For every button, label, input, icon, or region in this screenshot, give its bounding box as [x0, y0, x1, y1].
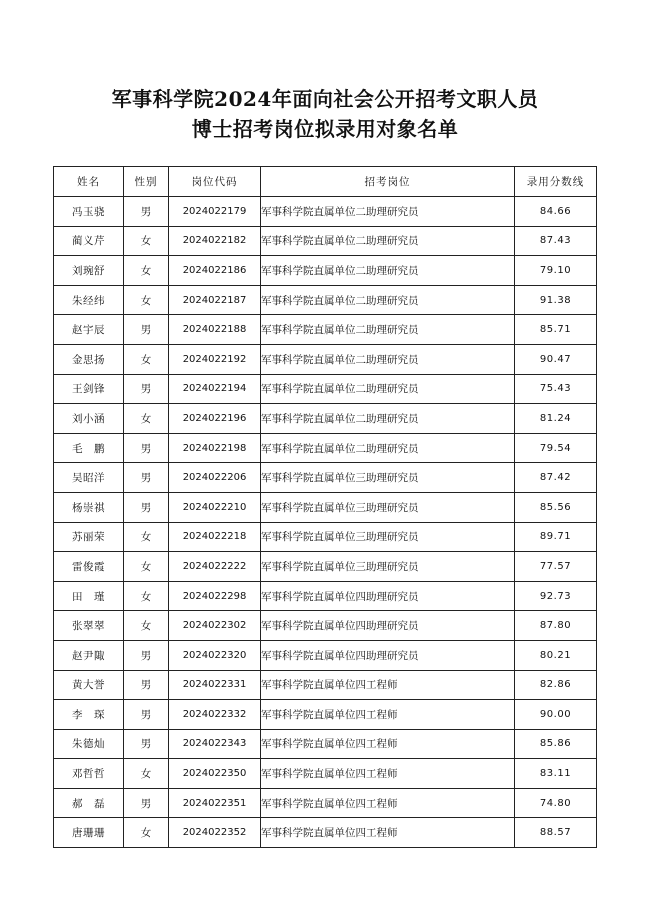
cell-position: 军事科学院直属单位四工程师 [261, 759, 515, 789]
table-row [54, 729, 597, 759]
cell-score: 90.00 [515, 700, 597, 730]
cell-position-code: 2024022351 [169, 788, 261, 818]
cell-position: 军事科学院直属单位二助理研究员 [261, 404, 515, 434]
cell-name: 黄大誉 [54, 670, 124, 700]
cell-position-code: 2024022350 [169, 759, 261, 789]
cell-position-code: 2024022352 [169, 818, 261, 848]
cell-position: 军事科学院直属单位四工程师 [261, 818, 515, 848]
table-row [54, 463, 597, 493]
table-header-row [54, 167, 597, 197]
cell-score: 85.71 [515, 315, 597, 345]
cell-score: 89.71 [515, 522, 597, 552]
table-row [54, 433, 597, 463]
cell-name: 田 瑾 [54, 581, 124, 611]
table-row [54, 344, 597, 374]
cell-position: 军事科学院直属单位二助理研究员 [261, 433, 515, 463]
cell-name: 朱经纬 [54, 285, 124, 315]
cell-position: 军事科学院直属单位四工程师 [261, 670, 515, 700]
table-row [54, 818, 597, 848]
cell-gender: 女 [124, 818, 169, 848]
table-row [54, 670, 597, 700]
cell-gender: 男 [124, 700, 169, 730]
table-row [54, 285, 597, 315]
cell-position-code: 2024022298 [169, 581, 261, 611]
cell-position: 军事科学院直属单位四工程师 [261, 729, 515, 759]
cell-score: 83.11 [515, 759, 597, 789]
cell-gender: 女 [124, 344, 169, 374]
cell-position: 军事科学院直属单位三助理研究员 [261, 492, 515, 522]
cell-name: 李 琛 [54, 700, 124, 730]
cell-position-code: 2024022331 [169, 670, 261, 700]
table-row [54, 581, 597, 611]
document-title-line-2: 博士招考岗位拟录用对象名单 [191, 117, 459, 141]
cell-gender: 女 [124, 581, 169, 611]
table-row [54, 404, 597, 434]
cell-name: 郝 磊 [54, 788, 124, 818]
cell-score: 77.57 [515, 552, 597, 582]
cell-score: 79.54 [515, 433, 597, 463]
cell-gender: 男 [124, 670, 169, 700]
cell-name: 唐珊珊 [54, 818, 124, 848]
table-row [54, 788, 597, 818]
header-name: 姓名 [54, 167, 124, 197]
header-position: 招考岗位 [261, 167, 515, 197]
table-row [54, 226, 597, 256]
table-row [54, 700, 597, 730]
document-title-line-1: 军事科学院2024年面向社会公开招考文职人员 [111, 87, 539, 111]
cell-position: 军事科学院直属单位二助理研究员 [261, 344, 515, 374]
cell-gender: 女 [124, 256, 169, 286]
cell-position-code: 2024022343 [169, 729, 261, 759]
cell-score: 79.10 [515, 256, 597, 286]
table-row [54, 759, 597, 789]
cell-position: 军事科学院直属单位三助理研究员 [261, 552, 515, 582]
cell-position-code: 2024022222 [169, 552, 261, 582]
cell-gender: 男 [124, 640, 169, 670]
table-row [54, 492, 597, 522]
cell-score: 87.80 [515, 611, 597, 641]
cell-name: 苏丽荣 [54, 522, 124, 552]
cell-gender: 女 [124, 611, 169, 641]
cell-score: 82.86 [515, 670, 597, 700]
cell-score: 85.86 [515, 729, 597, 759]
cell-name: 朱德灿 [54, 729, 124, 759]
cell-gender: 女 [124, 285, 169, 315]
cell-position: 军事科学院直属单位四工程师 [261, 788, 515, 818]
table-row [54, 522, 597, 552]
cell-position: 军事科学院直属单位二助理研究员 [261, 285, 515, 315]
cell-position: 军事科学院直属单位四工程师 [261, 700, 515, 730]
cell-score: 75.43 [515, 374, 597, 404]
cell-position: 军事科学院直属单位二助理研究员 [261, 226, 515, 256]
cell-position: 军事科学院直属单位四助理研究员 [261, 640, 515, 670]
cell-name: 赵尹陬 [54, 640, 124, 670]
cell-score: 88.57 [515, 818, 597, 848]
cell-name: 冯玉骁 [54, 197, 124, 227]
cell-score: 92.73 [515, 581, 597, 611]
cell-name: 杨崇祺 [54, 492, 124, 522]
cell-gender: 女 [124, 404, 169, 434]
cell-name: 邓哲哲 [54, 759, 124, 789]
header-score: 录用分数线 [515, 167, 597, 197]
admission-list-table [53, 166, 597, 848]
cell-position-code: 2024022302 [169, 611, 261, 641]
header-position-code: 岗位代码 [169, 167, 261, 197]
cell-position-code: 2024022320 [169, 640, 261, 670]
cell-gender: 女 [124, 522, 169, 552]
cell-position: 军事科学院直属单位二助理研究员 [261, 315, 515, 345]
table-row [54, 256, 597, 286]
cell-position: 军事科学院直属单位四助理研究员 [261, 581, 515, 611]
cell-position: 军事科学院直属单位二助理研究员 [261, 256, 515, 286]
cell-gender: 男 [124, 197, 169, 227]
cell-name: 雷俊霞 [54, 552, 124, 582]
cell-position-code: 2024022332 [169, 700, 261, 730]
cell-name: 蔺义芹 [54, 226, 124, 256]
table-row [54, 197, 597, 227]
cell-name: 王剑锋 [54, 374, 124, 404]
header-gender: 性别 [124, 167, 169, 197]
cell-gender: 女 [124, 552, 169, 582]
cell-position-code: 2024022188 [169, 315, 261, 345]
cell-score: 91.38 [515, 285, 597, 315]
cell-position: 军事科学院直属单位四助理研究员 [261, 611, 515, 641]
cell-name: 刘小涵 [54, 404, 124, 434]
cell-score: 85.56 [515, 492, 597, 522]
cell-score: 80.21 [515, 640, 597, 670]
cell-score: 81.24 [515, 404, 597, 434]
cell-gender: 男 [124, 374, 169, 404]
cell-name: 毛 鹏 [54, 433, 124, 463]
cell-position-code: 2024022218 [169, 522, 261, 552]
cell-name: 赵宇辰 [54, 315, 124, 345]
cell-position-code: 2024022196 [169, 404, 261, 434]
cell-position-code: 2024022210 [169, 492, 261, 522]
cell-gender: 女 [124, 226, 169, 256]
table-body [54, 197, 597, 848]
cell-score: 84.66 [515, 197, 597, 227]
cell-position: 军事科学院直属单位三助理研究员 [261, 463, 515, 493]
cell-position-code: 2024022182 [169, 226, 261, 256]
cell-position-code: 2024022192 [169, 344, 261, 374]
table-row [54, 374, 597, 404]
cell-score: 87.42 [515, 463, 597, 493]
cell-gender: 男 [124, 315, 169, 345]
cell-gender: 男 [124, 492, 169, 522]
cell-gender: 男 [124, 729, 169, 759]
cell-score: 74.80 [515, 788, 597, 818]
cell-score: 90.47 [515, 344, 597, 374]
cell-gender: 男 [124, 463, 169, 493]
cell-name: 吴昭洋 [54, 463, 124, 493]
cell-position-code: 2024022198 [169, 433, 261, 463]
cell-position: 军事科学院直属单位三助理研究员 [261, 522, 515, 552]
cell-name: 金思扬 [54, 344, 124, 374]
cell-position-code: 2024022187 [169, 285, 261, 315]
cell-gender: 女 [124, 759, 169, 789]
cell-position: 军事科学院直属单位二助理研究员 [261, 374, 515, 404]
table-row [54, 611, 597, 641]
cell-position-code: 2024022194 [169, 374, 261, 404]
cell-position-code: 2024022179 [169, 197, 261, 227]
cell-score: 87.43 [515, 226, 597, 256]
cell-position-code: 2024022206 [169, 463, 261, 493]
cell-position-code: 2024022186 [169, 256, 261, 286]
table-row [54, 552, 597, 582]
cell-gender: 男 [124, 788, 169, 818]
table-row [54, 640, 597, 670]
cell-name: 刘琬舒 [54, 256, 124, 286]
cell-position: 军事科学院直属单位二助理研究员 [261, 197, 515, 227]
table-row [54, 315, 597, 345]
cell-gender: 男 [124, 433, 169, 463]
cell-name: 张翠翠 [54, 611, 124, 641]
